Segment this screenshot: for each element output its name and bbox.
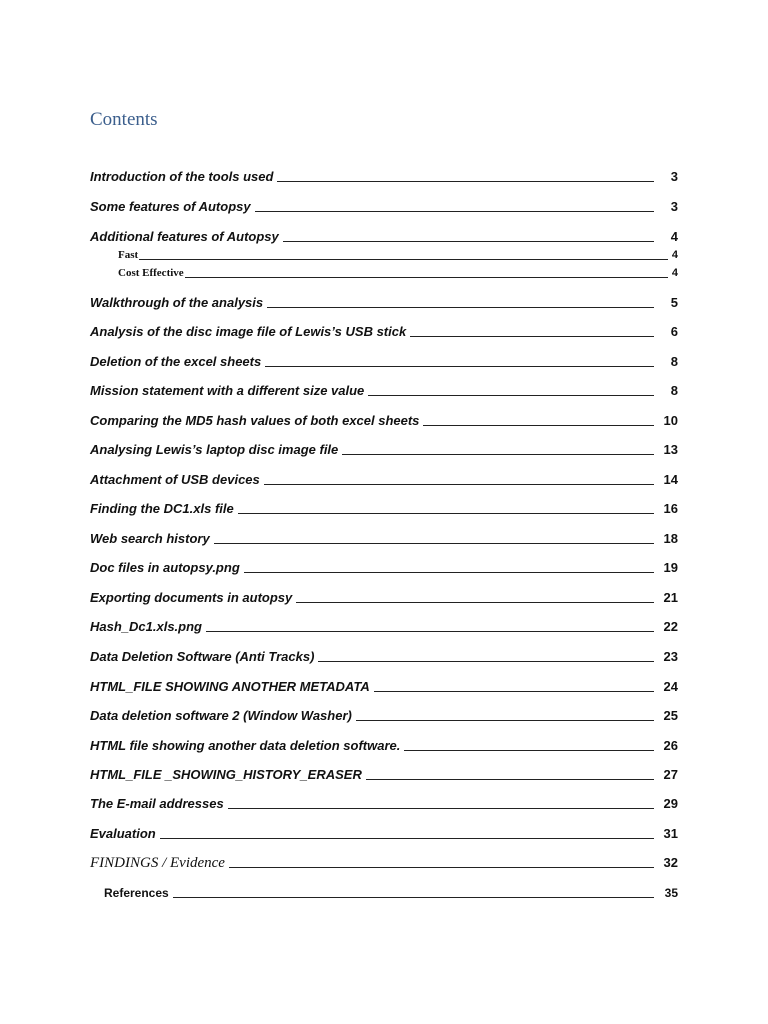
toc-entry-title: Web search history [90, 531, 210, 546]
toc-entry-hash-dc1[interactable] [90, 618, 678, 636]
toc-entry-title: Analysis of the disc image file of Lewis’s USB stick [90, 324, 407, 339]
toc-leader-line [185, 276, 668, 278]
toc-entry-title: Analysing Lewis’s laptop disc image file [90, 442, 339, 457]
toc-entry-findings[interactable] [90, 854, 678, 872]
toc-entry-dc1-file[interactable] [90, 500, 678, 518]
toc-leader-line [423, 424, 654, 426]
toc-page-number: 3 [670, 199, 678, 214]
toc-entry-laptop-analysis[interactable] [90, 441, 678, 459]
toc-entry-html-metadata[interactable] [90, 678, 678, 696]
toc-entry-title: Data Deletion Software (Anti Tracks) [90, 649, 315, 664]
toc-leader-line [366, 778, 654, 780]
toc-leader-line [368, 394, 654, 396]
toc-entry-title: FINDINGS / Evidence [90, 855, 225, 871]
toc-leader-line [342, 453, 654, 455]
toc-leader-line [277, 180, 654, 182]
toc-page-number: 4 [671, 267, 678, 279]
toc-leader-line [374, 690, 654, 692]
toc-page-number: 5 [670, 295, 678, 310]
toc-entry-title: Hash_Dc1.xls.png [90, 619, 202, 634]
toc-page-number: 18 [663, 531, 678, 546]
toc-entry-title: Comparing the MD5 hash values of both excel sheets [90, 413, 420, 428]
toc-page-number: 27 [663, 767, 678, 782]
toc-entry-references[interactable] [104, 884, 678, 902]
toc-page-number: 32 [663, 855, 678, 870]
toc-entry-introduction[interactable] [90, 168, 678, 186]
toc-entry-email-addresses[interactable] [90, 795, 678, 813]
toc-entry-title: HTML_FILE SHOWING ANOTHER METADATA [90, 679, 370, 694]
toc-subentry-cost-effective[interactable] [118, 266, 678, 281]
toc-page-number: 21 [663, 590, 678, 605]
toc-entry-title: HTML_FILE _SHOWING_HISTORY_ERASER [90, 767, 362, 782]
toc-entry-title: Finding the DC1.xls file [90, 501, 234, 516]
toc-page-number: 6 [670, 324, 678, 339]
toc-page-number: 3 [670, 169, 678, 184]
toc-entry-title: Data deletion software 2 (Window Washer) [90, 708, 352, 723]
toc-leader-line [283, 240, 654, 242]
toc-page-number: 25 [663, 708, 678, 723]
toc-entry-evaluation[interactable] [90, 825, 678, 843]
toc-leader-line [173, 896, 654, 898]
toc-entry-exporting-documents[interactable] [90, 589, 678, 607]
toc-entry-title: Mission statement with a different size value [90, 383, 365, 398]
toc-entry-additional-features[interactable] [90, 228, 678, 246]
toc-leader-line [264, 483, 654, 485]
toc-leader-line [410, 335, 654, 337]
toc-entry-usb-analysis[interactable] [90, 323, 678, 341]
toc-leader-line [229, 866, 654, 868]
toc-entry-md5-comparison[interactable] [90, 412, 678, 430]
toc-page-number: 10 [663, 413, 678, 428]
toc-entry-title: HTML file showing another data deletion software. [90, 738, 401, 753]
toc-entry-title: Introduction of the tools used [90, 169, 274, 184]
toc-page-number: 31 [663, 826, 678, 841]
toc-entry-walkthrough[interactable] [90, 294, 678, 312]
toc-leader-line [356, 719, 654, 721]
toc-page-number: 13 [663, 442, 678, 457]
toc-page-number: 22 [663, 619, 678, 634]
toc-entry-title: Some features of Autopsy [90, 199, 251, 214]
toc-page-number: 35 [664, 886, 678, 900]
toc-page-number: 24 [663, 679, 678, 694]
toc-entry-title: Attachment of USB devices [90, 472, 260, 487]
toc-page-number: 8 [670, 354, 678, 369]
toc-leader-line [228, 807, 654, 809]
toc-page-number: 29 [663, 796, 678, 811]
toc-leader-line [244, 571, 654, 573]
toc-entry-title: The E-mail addresses [90, 796, 224, 811]
toc-leader-line [139, 258, 668, 260]
toc-entry-title: Additional features of Autopsy [90, 229, 279, 244]
toc-entry-title: Doc files in autopsy.png [90, 560, 240, 575]
toc-page-number: 8 [670, 383, 678, 398]
toc-entry-title: Deletion of the excel sheets [90, 354, 262, 369]
toc-entry-history-eraser[interactable] [90, 766, 678, 784]
toc-page-number: 14 [663, 472, 678, 487]
toc-entry-title: Fast [118, 249, 139, 261]
toc-leader-line [206, 630, 654, 632]
toc-entry-mission-statement[interactable] [90, 382, 678, 400]
toc-leader-line [267, 306, 654, 308]
toc-leader-line [404, 749, 654, 751]
toc-entry-anti-tracks[interactable] [90, 648, 678, 666]
toc-entry-doc-files[interactable] [90, 559, 678, 577]
toc-page-number: 4 [671, 249, 678, 261]
toc-leader-line [255, 210, 654, 212]
page-title: Contents [90, 109, 158, 130]
toc-page-number: 4 [670, 229, 678, 244]
toc-entry-title: Exporting documents in autopsy [90, 590, 293, 605]
toc-page-number: 19 [663, 560, 678, 575]
toc-entry-usb-devices[interactable] [90, 471, 678, 489]
toc-leader-line [318, 660, 654, 662]
toc-entry-web-history[interactable] [90, 530, 678, 548]
toc-leader-line [238, 512, 654, 514]
toc-leader-line [296, 601, 654, 603]
toc-entry-title: Cost Effective [118, 267, 184, 279]
toc-leader-line [214, 542, 654, 544]
toc-entry-window-washer[interactable] [90, 707, 678, 725]
toc-entry-features[interactable] [90, 198, 678, 216]
toc-subentry-fast[interactable] [118, 248, 678, 263]
toc-entry-title: Walkthrough of the analysis [90, 295, 264, 310]
toc-leader-line [265, 365, 654, 367]
toc-entry-html-deletion-software[interactable] [90, 737, 678, 755]
toc-page-number: 16 [663, 501, 678, 516]
toc-page-number: 26 [663, 738, 678, 753]
toc-entry-title: References [104, 886, 169, 900]
toc-leader-line [160, 837, 654, 839]
toc-page-number: 23 [663, 649, 678, 664]
toc-entry-excel-deletion[interactable] [90, 353, 678, 371]
toc-entry-title: Evaluation [90, 826, 156, 841]
